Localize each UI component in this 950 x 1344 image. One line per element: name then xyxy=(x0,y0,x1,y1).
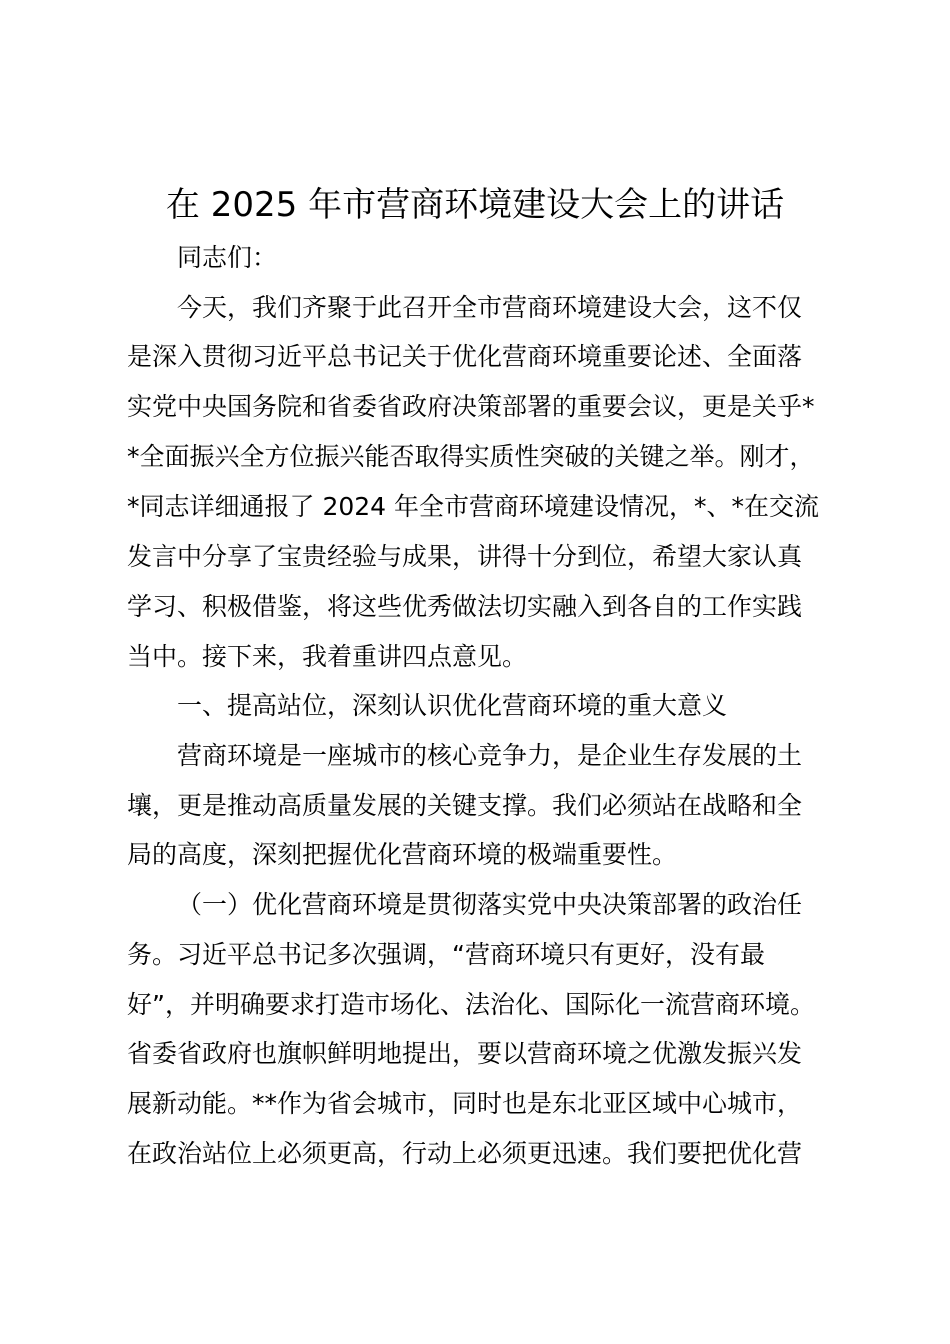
paragraph-line: 学习、积极借鉴，将这些优秀做法切实融入到各自的工作实践 xyxy=(127,592,803,621)
salutation: 同志们： xyxy=(177,243,278,272)
paragraph-line: 展新动能。**作为省会城市，同时也是东北亚区域中心城市， xyxy=(127,1089,803,1118)
paragraph-line: 是深入贯彻习近平总书记关于优化营商环境重要论述、全面落 xyxy=(127,342,803,371)
section-heading: 一、提高站位，深刻认识优化营商环境的重大意义 xyxy=(177,691,728,720)
paragraph-line: *全面振兴全方位振兴能否取得实质性突破的关键之举。刚才， xyxy=(127,442,815,471)
document-title: 在 2025 年市营商环境建设大会上的讲话 xyxy=(165,185,785,225)
paragraph-line: 好”，并明确要求打造市场化、法治化、国际化一流营商环境。 xyxy=(127,990,815,1019)
paragraph-line: 省委省政府也旗帜鲜明地提出，要以营商环境之优激发振兴发 xyxy=(127,1039,803,1068)
paragraph-line: 局的高度，深刻把握优化营商环境的极端重要性。 xyxy=(127,840,678,869)
paragraph-line: 当中。接下来，我着重讲四点意见。 xyxy=(127,642,528,671)
paragraph-line: 在政治站位上必须更高，行动上必须更迅速。我们要把优化营 xyxy=(127,1139,803,1168)
paragraph-line: 今天，我们齐聚于此召开全市营商环境建设大会，这不仅 xyxy=(177,293,803,322)
paragraph-line: 发言中分享了宝贵经验与成果，讲得十分到位，希望大家认真 xyxy=(127,542,803,571)
paragraph-line: 务。习近平总书记多次强调，“营商环境只有更好，没有最 xyxy=(127,940,765,969)
paragraph-line: 实党中央国务院和省委省政府决策部署的重要会议，更是关乎* xyxy=(127,392,815,421)
paragraph-line: 壤，更是推动高质量发展的关键支撑。我们必须站在战略和全 xyxy=(127,791,803,820)
paragraph-line: 营商环境是一座城市的核心竞争力，是企业生存发展的土 xyxy=(177,741,803,770)
paragraph-line: *同志详细通报了 2024 年全市营商环境建设情况，*、*在交流 xyxy=(127,492,820,521)
paragraph-line: （一）优化营商环境是贯彻落实党中央决策部署的政治任 xyxy=(177,890,803,919)
